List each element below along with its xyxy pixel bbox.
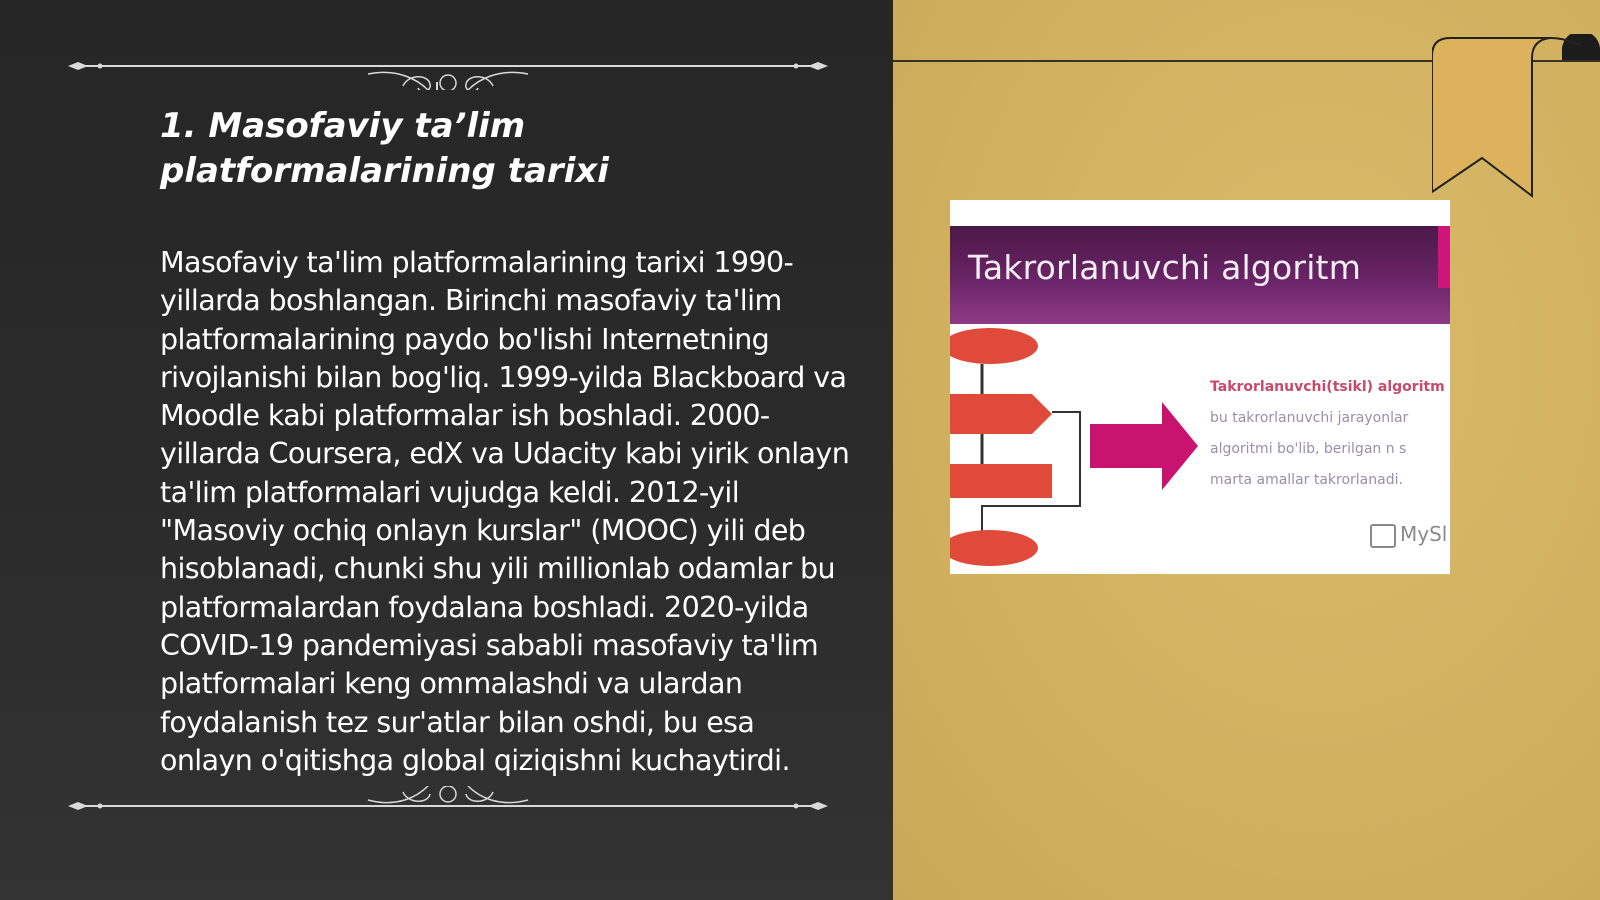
pink-arrow-icon — [1090, 402, 1198, 490]
flow-end-oval — [950, 530, 1038, 566]
bookmark-ribbon-icon — [1432, 34, 1600, 200]
flow-action-block — [950, 464, 1052, 498]
bottom-ornament-divider — [68, 786, 828, 826]
slide-title: 1. Masofaviy ta’lim platformalarining tarixi — [160, 106, 609, 191]
image-header-accent — [1438, 226, 1450, 288]
flow-condition-block — [950, 394, 1052, 434]
image-caption-line: bu takrorlanuvchi jarayonlar — [1210, 410, 1409, 426]
image-caption — [1210, 372, 1450, 496]
image-caption-line: marta amallar takrorlanadi. — [1210, 472, 1403, 488]
watermark-logo-icon — [1370, 524, 1396, 548]
flow-start-oval — [950, 328, 1038, 364]
watermark-text: MySl — [1400, 522, 1448, 546]
top-ornament-divider — [68, 50, 828, 90]
image-watermark — [1370, 522, 1447, 548]
image-title: Takrorlanuvchi algoritm — [968, 248, 1362, 287]
algorithm-slide-image — [950, 200, 1450, 574]
image-caption-title: Takrorlanuvchi(tsikl) algoritm — [1210, 379, 1445, 395]
image-caption-line: algoritmi bo'lib, berilgan n s — [1210, 441, 1407, 457]
slide-body-text: Masofaviy ta'lim platformalarining tarixi 1990-yillarda boshlangan. Birinchi masofaviy ta'lim platformalarining paydo bo'lishi Internetning rivojlanishi bilan bog'liq. 1999-yilda Blackboard va Moodle kabi platformalar ish boshladi. 2000-yillarda Coursera, edX va Udacity kabi yirik onlayn ta'lim platformalari vujudga keldi. 2012-yil "Masoviy ochiq onlayn kurslar" (MOOC) yili deb hisoblanadi, chunki shu yili millionlab odamlar bu platformalardan foydalana boshladi. 2020-yilda COVID-19 pandemiyasi sababli masofaviy ta'lim platformalari keng ommalashdi va ulardan foydalanish tez sur'atlar bilan oshdi, bu esa onlayn o'qitishga global qiziqishni kuchaytirdi. — [160, 246, 850, 777]
